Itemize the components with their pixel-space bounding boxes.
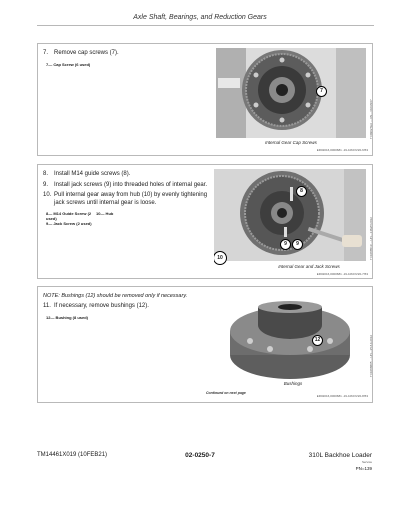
header-rule [37, 25, 374, 26]
cap-screws-figure [216, 48, 366, 152]
step-number: 11. [43, 303, 51, 309]
step-text: Remove cap screws (7). [54, 50, 119, 56]
page-header: Axle Shaft, Bearings, and Reduction Gears [133, 14, 267, 21]
legend-entry: 10— Hub [96, 211, 114, 216]
step-number: 7. [43, 50, 49, 56]
figure-caption: Internal Gear Cap Screws [265, 140, 317, 145]
step-text: Pull internal gear away from hub (10) by evenly tightening jack screws until internal gear is loose. [54, 192, 208, 206]
callout-8: 8 [296, 186, 307, 197]
reference-code: ER02016,0000681 -19-10NOV20-8/53 [316, 394, 368, 398]
step-text: Install jack screws (9) into threaded holes of internal gear. [54, 181, 208, 188]
step-section-remove-bushings [37, 286, 373, 403]
parts-legend [46, 315, 213, 320]
step-number: 10. [43, 192, 52, 198]
parts-legend [46, 62, 213, 67]
step-item [43, 182, 213, 190]
figure-caption: Bushings [283, 381, 303, 386]
figure-id: TX09027EA —UN—30JUN07 [369, 99, 373, 139]
step-item [43, 50, 213, 58]
continued-note: Continued on next page [206, 391, 246, 395]
step-text: If necessary, remove bushings (12). [54, 303, 149, 309]
instruction-column [43, 50, 213, 67]
jack-screws-figure [214, 169, 366, 273]
callout-12: 12 [312, 335, 323, 346]
reference-code: ER02016,0000681 -19-10NOV20-6/53 [316, 148, 368, 152]
page-reference: 02-0250-7 [185, 452, 215, 459]
bushings-figure [218, 301, 364, 397]
legend-entry: 12— Bushing (8 used) [46, 314, 89, 320]
step-number: 9. [43, 181, 49, 188]
callout-9: 9 [280, 239, 291, 250]
manual-type: Service [361, 460, 372, 464]
reference-code: ER02016,0000681 -19-10NOV20-7/53 [316, 272, 368, 276]
instruction-column [43, 293, 213, 320]
step-text: Install M14 guide screws (8). [54, 171, 131, 177]
legend-entry: 8— M14 Guide Screw (2 used) [46, 211, 92, 221]
step-section-remove-cap-screws [37, 43, 373, 156]
callout-7: 7 [316, 86, 327, 97]
hub-bushings-photo [218, 301, 364, 381]
figure-id: TX1088519 —UN—14MAY2012 [369, 217, 373, 260]
legend-entry: 7— Cap Screw (6 used) [46, 61, 91, 67]
instruction-column [43, 171, 213, 226]
parts-legend [46, 211, 213, 226]
page-number: PN=139 [355, 466, 372, 471]
gear-hub-photo [216, 48, 366, 138]
note-text: NOTE: Bushings (12) should be removed only if necessary. [43, 293, 188, 299]
manual-id: TM14461X019 (10FEB21) [37, 452, 108, 458]
step-item [43, 171, 213, 179]
figure-id: TX1088805 —UN—25JUL2012 [369, 334, 373, 377]
machine-model: 310L Backhoe Loader [308, 452, 372, 459]
callout-10: 10 [214, 251, 227, 265]
step-item [43, 192, 213, 207]
callout-9: 9 [292, 239, 303, 250]
figure-caption: Internal Gear and Jack Screws [278, 264, 340, 269]
legend-entry: 9— Jack Screw (2 used) [46, 221, 92, 226]
step-number: 8. [43, 171, 49, 177]
step-section-pull-internal-gear [37, 164, 373, 279]
step-item [43, 303, 213, 311]
